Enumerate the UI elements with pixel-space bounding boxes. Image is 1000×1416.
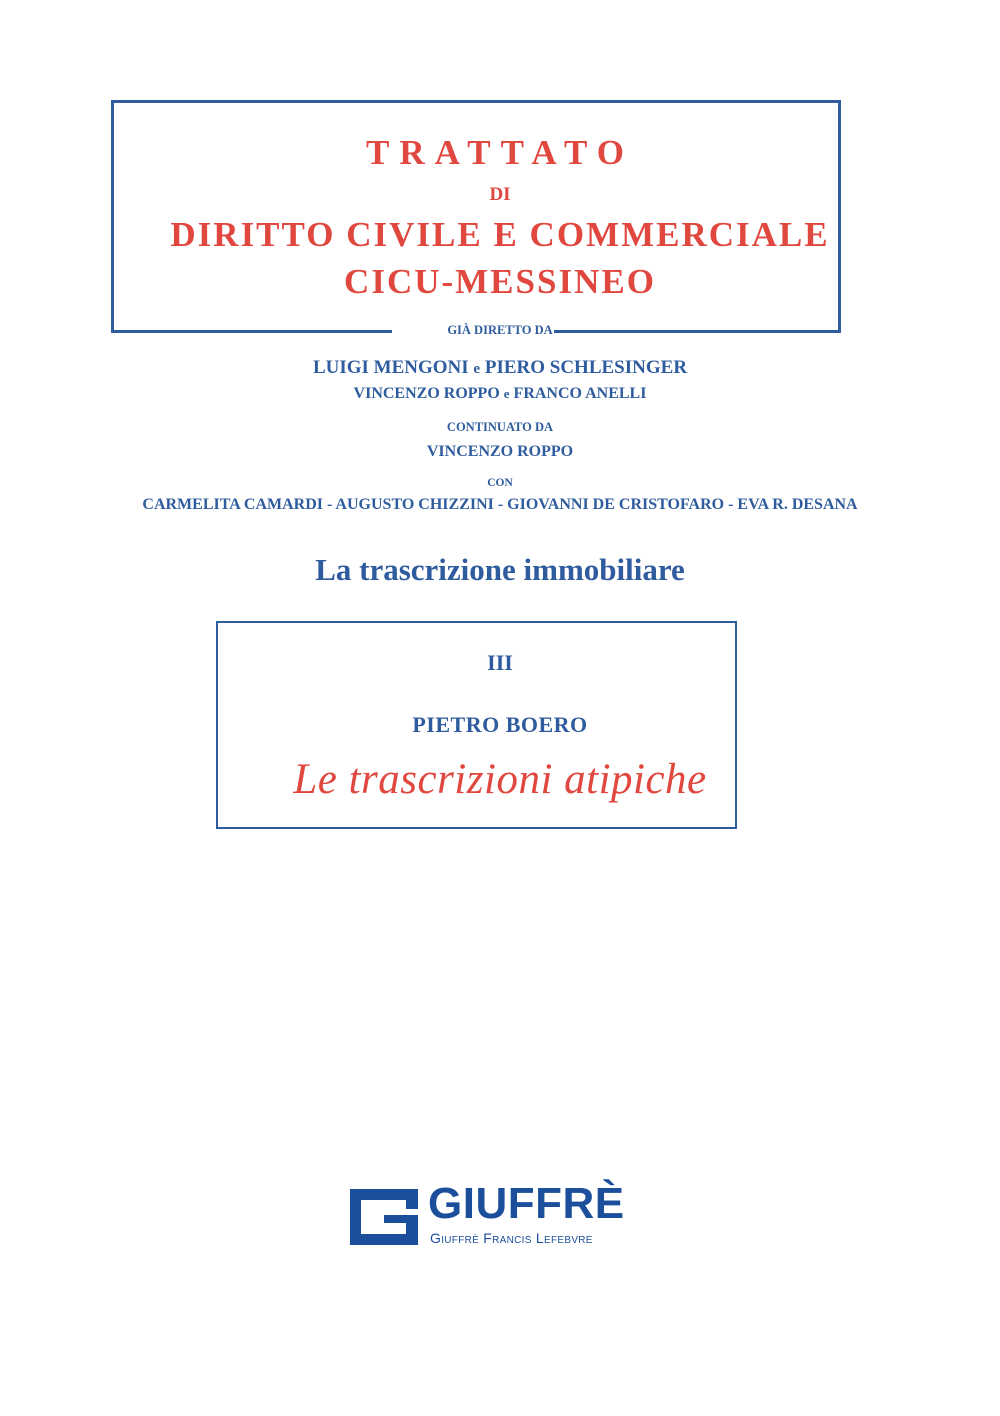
work-subject-title: La trascrizione immobiliare	[315, 552, 685, 587]
series-title-line-4: CICU-MESSINEO	[344, 262, 656, 301]
con-label: CON	[487, 477, 513, 489]
director-name: PIERO SCHLESINGER	[484, 357, 688, 378]
former-directors-line-1	[0, 357, 1000, 379]
volume-author: PIETRO BOERO	[412, 712, 588, 737]
publisher-name: GIUFFRÈ	[428, 1179, 625, 1228]
giuffre-logo-icon	[350, 1189, 418, 1245]
director-name: FRANCO ANELLI	[513, 385, 647, 402]
former-directors-line-2	[0, 385, 1000, 403]
director-name: LUIGI MENGONI	[312, 357, 469, 378]
series-title-line-3: DIRITTO CIVILE E COMMERCIALE	[170, 215, 830, 254]
continuato-da-label: CONTINUATO DA	[446, 420, 554, 434]
collaborators-list: CARMELITA CAMARDI - AUGUSTO CHIZZINI - GIOVANNI DE CRISTOFARO - EVA R. DESANA	[142, 496, 858, 513]
series-title-line-2: DI	[489, 184, 511, 205]
volume-number: III	[487, 650, 513, 675]
gia-diretto-da-label: GIÀ DIRETTO DA	[447, 323, 553, 337]
director-name: VINCENZO ROPPO	[353, 385, 500, 402]
publisher-subtitle: Giuffrè Francis Lefebvre	[430, 1230, 593, 1246]
current-director: VINCENZO ROPPO	[426, 443, 574, 460]
conjunction: e	[473, 361, 481, 377]
volume-title: Le trascrizioni atipiche	[293, 756, 707, 803]
conjunction: e	[503, 386, 510, 401]
series-title-line-1: TRATTATO	[365, 133, 634, 172]
